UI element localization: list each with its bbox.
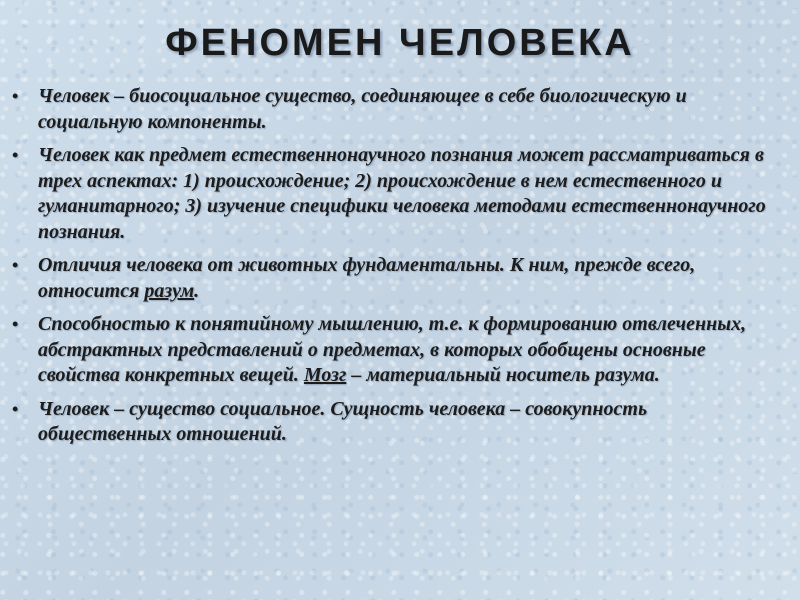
bullet-item-conceptual-thinking (10, 312, 785, 389)
bullet-item-natural-science (10, 143, 785, 245)
bullet-text: Человек – биосоциальное существо, соединяющее в себе биологическую и социальную компоненты. (38, 85, 687, 133)
bullet-text: Отличия человека от животных фундаментальны. К ним, прежде всего, относится (38, 254, 696, 302)
bullet-marker-icon: • (12, 398, 19, 419)
bullet-item-biosocial (10, 84, 785, 135)
bullet-item-social-being (10, 397, 785, 448)
bullet-text: Человек как предмет естественнонаучного познания может рассматриваться в трех аспектах: 1) происхождение; 2) происхождение в нем естественного и гуманитарного; 3) изучение специфики человека методами естественнонаучного познания. (38, 144, 766, 243)
bullet-text: Человек – существо социальное. Сущность человека – совокупность общественных отношений. (38, 397, 648, 445)
underlined-term-brain: Мозг (303, 364, 347, 386)
bullet-marker-icon: • (12, 145, 19, 165)
bullet-text: Способностью к понятийному мышлению, т.е. к формированию отвлеченных, абстрактных представлений о предметах, в которых обобщены основные свойства конкретных вещей. (38, 313, 747, 386)
bullet-list (10, 84, 785, 456)
bullet-text-end: . (194, 279, 200, 302)
bullet-marker-icon: • (12, 86, 19, 106)
bullet-item-differences (10, 253, 785, 304)
slide-title: ФЕНОМЕН ЧЕЛОВЕКА (165, 22, 635, 64)
underlined-term-reason: разум (144, 279, 195, 302)
bullet-text-end: – материальный носитель разума. (346, 364, 660, 386)
bullet-marker-icon: • (12, 314, 19, 334)
bullet-marker-icon: • (12, 255, 19, 275)
